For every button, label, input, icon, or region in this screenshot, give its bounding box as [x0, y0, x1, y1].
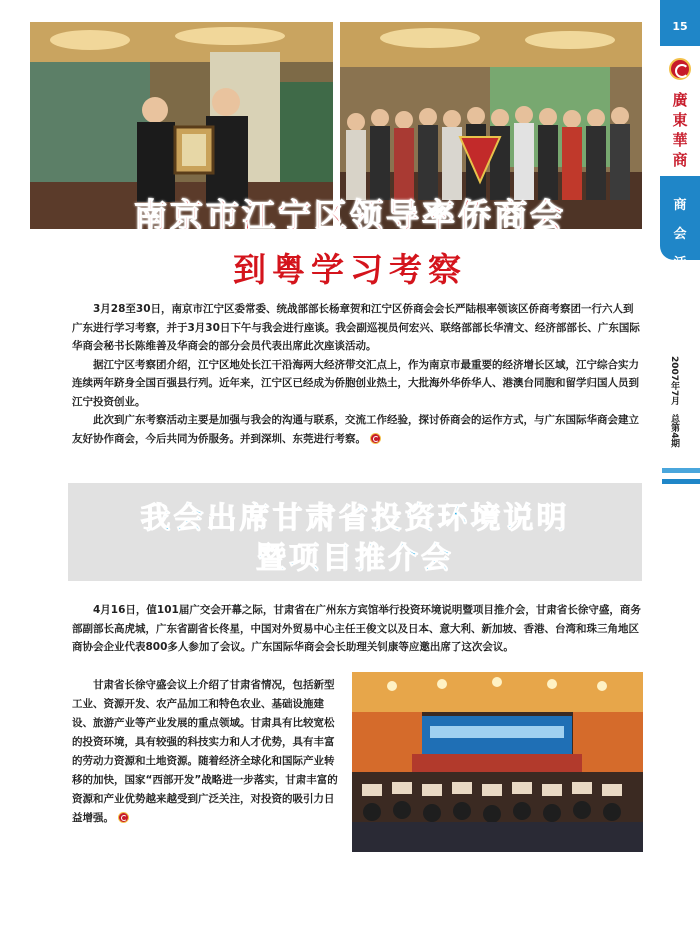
brand-name — [660, 90, 700, 170]
article1-title-line2: 到粤学习考察 — [233, 250, 467, 289]
article2-title-line1: 我会出席甘肃省投资环境说明 — [140, 501, 570, 536]
sidebar-stripes — [662, 468, 700, 490]
section-tab — [660, 176, 700, 300]
stripe — [662, 468, 700, 473]
article-end-icon — [370, 433, 381, 444]
brand-block — [660, 46, 700, 176]
article2-title-banner — [68, 483, 642, 581]
article2-paragraph — [72, 676, 344, 828]
section-char: 商 — [673, 198, 687, 213]
article1-paragraph: 据江宁区考察团介绍，江宁区地处长江干沿海两大经济带交汇点上，作为南京市最重要的经济增长区域，江宁综合实力连续两年跻身全国百强县行列。近年来，江宁区已经成为侨胞创业热土，大批海外华侨华人、港澳台同胞和留学归国人员到江宁投资创业。 — [72, 358, 639, 408]
brand-char: 廣 — [672, 91, 688, 109]
article2-body — [72, 676, 344, 828]
page-number-tab — [660, 0, 700, 46]
section-char: 会 — [673, 227, 687, 242]
article-end-icon — [118, 812, 129, 823]
page-number: 15 — [672, 20, 688, 33]
right-sidebar — [660, 0, 700, 932]
brand-char: 華 — [672, 131, 688, 149]
guangdong-huashang-logo-icon — [669, 58, 691, 80]
article1-paragraph-text: 此次到广东考察活动主要是加强与我会的沟通与联系，交流工作经验，探讨侨商会的运作方式，与广东国际华商会建立友好协作商会，今后共同为侨服务。并到深圳、东莞进行考察。 — [72, 414, 639, 445]
issue-date: 2007年7月 总第4期 — [669, 356, 679, 448]
article1-paragraph — [72, 411, 640, 448]
section-char: 动 — [673, 285, 687, 300]
article2-title-line2: 暨项目推介会 — [256, 541, 454, 576]
issue-date-block — [668, 356, 692, 466]
stripe — [662, 479, 700, 484]
article1-body — [72, 300, 640, 448]
article1-paragraph: 3月28至30日，南京市江宁区委常委、统战部部长杨章贺和江宁区侨商会会长严陆根率领该区侨商考察团一行六人到广东进行学习考察，并于3月30日下午与我会进行座谈。我会副巡视员何宏兴、联络部部长华清文、经济部部长、广东国际华商会秘书长陈维善及华商会的部分会员代表出席此次座谈活动。 — [72, 303, 640, 352]
section-char: 活 — [673, 256, 687, 271]
article2-paragraph-text: 甘肃省长徐守盛会议上介绍了甘肃省情况，包括新型工业、资源开发、农产品加工和特色农业、基础设施建设、旅游产业等产业发展的重点领域。甘肃具有比较宽松的投资环境，具有较强的科技实力和人才优势，具有丰富的劳动力资源和土地资源。随着经济全球化和国际产业转移的加快，国家“西部开发”战略进一步落实，甘肃丰富的资源和产业优势越来越受到广泛关注，对投资的吸引力日益增强。 — [72, 679, 338, 824]
article1-title-line1: 南京市江宁区领导率侨商会 — [134, 196, 566, 235]
photo-conference-hall — [352, 672, 643, 852]
brand-char: 東 — [672, 111, 688, 129]
article2-intro — [72, 601, 642, 657]
article2-paragraph: 4月16日，值101届广交会开幕之际，甘肃省在广州东方宾馆举行投资环境说明暨项目推介会，甘肃省长徐守盛，商务部副部长高虎城，广东省副省长佟星，中国对外贸易中心主任王俊文以及日本、意大利、新加坡、香港、台湾和珠三角地区商协会企业代表800多人参加了会议。广东国际华商会会长助理关钊康等应邀出席了这次会议。 — [72, 604, 641, 653]
brand-char: 商 — [672, 151, 688, 169]
